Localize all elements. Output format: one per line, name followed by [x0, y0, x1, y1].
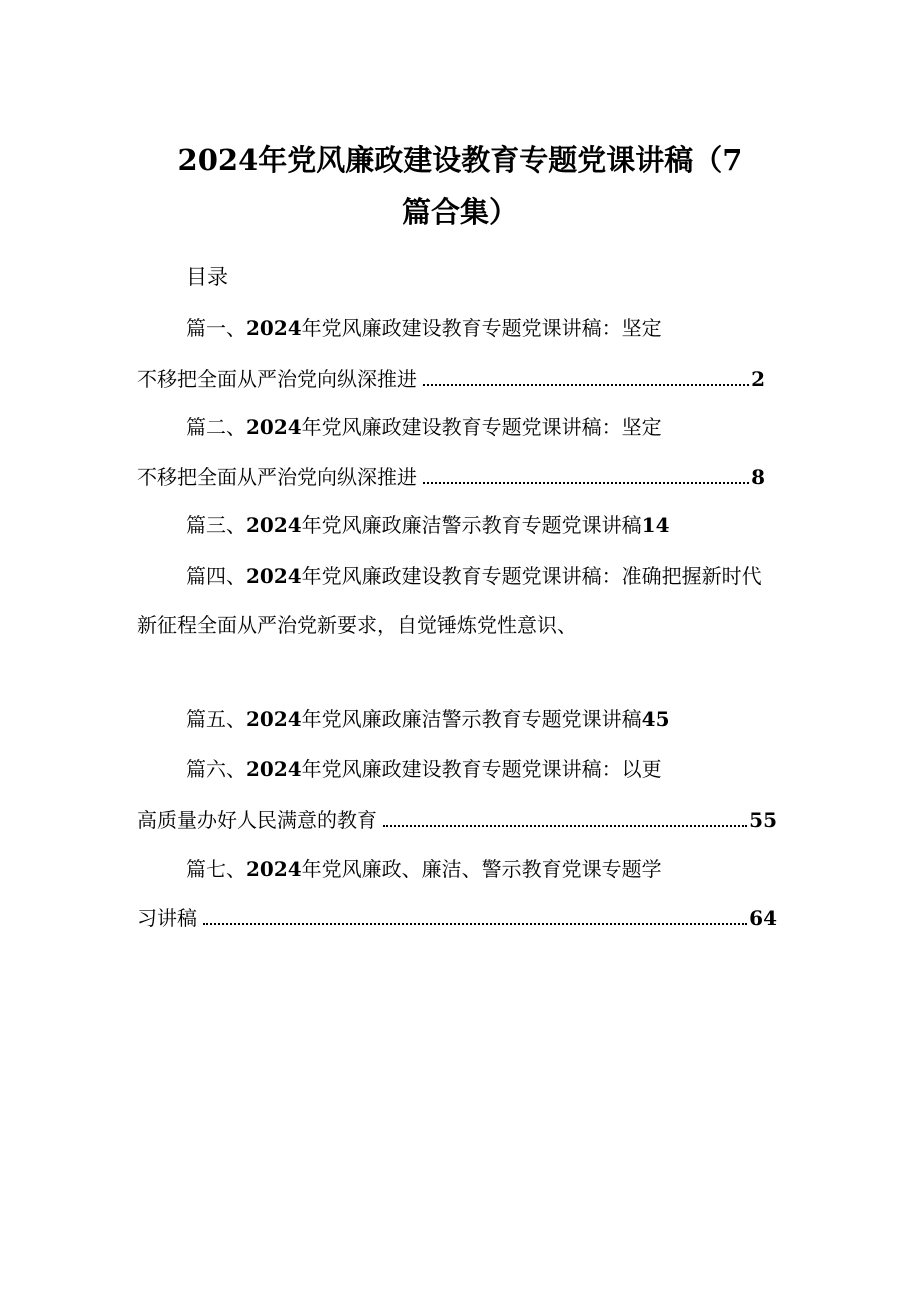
- toc-entry-title: 年党风廉政廉洁警示教育专题党课讲稿: [301, 513, 642, 537]
- toc-leader-dots: [203, 903, 747, 925]
- toc-entry-4-line-1[interactable]: [186, 561, 762, 591]
- toc-entry-title-cont: 习讲稿: [137, 906, 197, 930]
- toc-entry-prefix: 篇四、: [186, 564, 246, 588]
- toc-entry-2-line-1[interactable]: [186, 412, 662, 442]
- toc-entry-6-line-2[interactable]: [137, 805, 777, 835]
- toc-entry-title-cont: 不移把全面从严治党向纵深推进: [137, 367, 417, 391]
- toc-entry-prefix: 篇七、: [186, 857, 246, 881]
- toc-entry-title: 年党风廉政建设教育专题党课讲稿：坚定: [301, 316, 662, 340]
- toc-entry-title: 年党风廉政廉洁警示教育专题党课讲稿: [301, 707, 642, 731]
- toc-entry-title-cont: 不移把全面从严治党向纵深推进: [137, 465, 417, 489]
- toc-entry-title-cont: 高质量办好人民满意的教育: [137, 808, 377, 832]
- document-title-line-1: 2024年党风廉政建设教育专题党课讲稿（7: [177, 143, 743, 177]
- toc-leader-dots: [423, 364, 749, 386]
- toc-leader-dots: [383, 805, 747, 827]
- toc-heading: 目录: [186, 265, 228, 289]
- toc-entry-prefix: 篇一、: [186, 316, 246, 340]
- toc-entry-year: 2024: [246, 757, 302, 781]
- toc-entry-title: 年党风廉政、廉洁、警示教育党课专题学: [301, 857, 662, 881]
- toc-entry-7-line-2[interactable]: [137, 903, 777, 933]
- toc-entry-1-line-1[interactable]: [186, 313, 662, 343]
- toc-entry-year: 2024: [246, 857, 302, 881]
- toc-page-number: 55: [749, 808, 777, 832]
- toc-page-number: 64: [749, 906, 777, 930]
- toc-page-number: 8: [751, 465, 765, 489]
- toc-entry-prefix: 篇三、: [186, 513, 246, 537]
- toc-entry-4-line-2[interactable]: [137, 610, 577, 640]
- toc-entry-year: 2024: [246, 316, 302, 340]
- toc-entry-title: 年党风廉政建设教育专题党课讲稿：坚定: [301, 415, 662, 439]
- toc-entry-year: 2024: [246, 513, 302, 537]
- toc-entry-title-cont: 新征程全面从严治党新要求，自觉锤炼党性意识、: [137, 613, 577, 637]
- toc-entry-year: 2024: [246, 707, 302, 731]
- toc-entry-prefix: 篇五、: [186, 707, 246, 731]
- toc-entry-6-line-1[interactable]: [186, 754, 662, 784]
- toc-entry-1-line-2[interactable]: [137, 364, 765, 394]
- toc-entry-year: 2024: [246, 564, 302, 588]
- toc-leader-dots: [423, 462, 749, 484]
- toc-page-number: 2: [751, 367, 765, 391]
- toc-entry-3[interactable]: [186, 510, 670, 540]
- toc-page-number: 14: [641, 513, 670, 537]
- toc-entry-year: 2024: [246, 415, 302, 439]
- toc-entry-title: 年党风廉政建设教育专题党课讲稿：以更: [301, 757, 662, 781]
- toc-entry-7-line-1[interactable]: [186, 854, 662, 884]
- toc-entry-title: 年党风廉政建设教育专题党课讲稿：准确把握新时代: [301, 564, 762, 588]
- toc-page-number: 45: [641, 707, 670, 731]
- toc-entry-prefix: 篇六、: [186, 757, 246, 781]
- toc-entry-5[interactable]: [186, 704, 670, 734]
- document-title-line-2: 篇合集）: [401, 195, 518, 229]
- toc-entry-prefix: 篇二、: [186, 415, 246, 439]
- toc-entry-2-line-2[interactable]: [137, 462, 765, 492]
